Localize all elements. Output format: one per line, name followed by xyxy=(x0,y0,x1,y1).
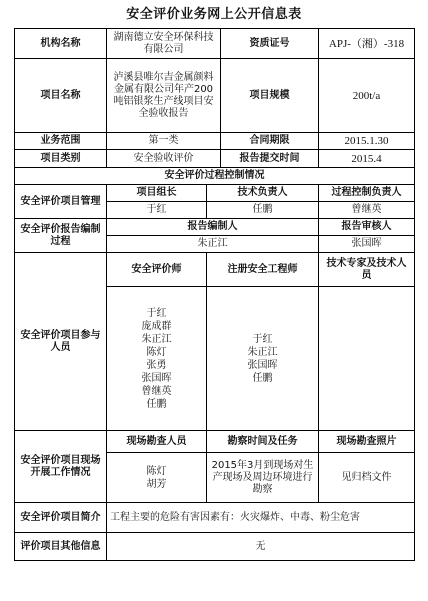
report-label: 安全评价报告编制过程 xyxy=(15,219,107,253)
engineer-name: 任鹏 xyxy=(252,372,273,384)
category-label: 项目类别 xyxy=(15,150,107,168)
org-value: 湖南德立安全环保科技有限公司 xyxy=(107,29,221,59)
reviewer-header: 报告审核人 xyxy=(319,219,415,236)
evaluator-name: 庞成群 xyxy=(141,320,172,332)
evaluator-name: 陈灯 xyxy=(146,346,167,358)
summary-value: 工程主要的危险有害因素有：火灾爆炸、中毒、粉尘危害 xyxy=(107,503,415,533)
summary-label: 安全评价项目简介 xyxy=(15,503,107,533)
author-header: 报告编制人 xyxy=(107,219,319,236)
control-header: 过程控制负责人 xyxy=(319,185,415,202)
process-section-title: 安全评价过程控制情况 xyxy=(15,168,415,185)
control-name: 曾继英 xyxy=(319,202,415,219)
site-photo-header: 现场勘查照片 xyxy=(319,431,415,453)
scope-value: 第一类 xyxy=(107,133,221,150)
evaluator-name: 任鹏 xyxy=(146,398,167,410)
evaluator-name: 张国晖 xyxy=(141,372,172,384)
project-label: 项目名称 xyxy=(15,59,107,133)
evaluator-header: 安全评价师 xyxy=(107,253,207,287)
submit-value: 2015.4 xyxy=(319,150,415,168)
author-name: 朱正江 xyxy=(107,236,319,253)
page-title: 安全评价业务网上公开信息表 xyxy=(126,7,302,22)
scope-label: 业务范围 xyxy=(15,133,107,150)
engineer-name: 于红 xyxy=(252,333,273,345)
site-person: 陈灯 xyxy=(146,465,167,477)
scale-value: 200t/a xyxy=(319,59,415,133)
tech-header: 技术负责人 xyxy=(207,185,319,202)
engineer-name: 朱正江 xyxy=(247,346,278,358)
other-label: 评价项目其他信息 xyxy=(15,533,107,561)
evaluator-name: 曾继英 xyxy=(141,385,172,397)
submit-label: 报告提交时间 xyxy=(221,150,319,168)
leader-header: 项目组长 xyxy=(107,185,207,202)
site-person: 胡芳 xyxy=(146,478,167,490)
info-table xyxy=(14,28,415,561)
site-label: 安全评价项目现场开展工作情况 xyxy=(15,431,107,503)
site-photos: 见归档文件 xyxy=(319,453,415,503)
staff-label: 安全评价项目参与人员 xyxy=(15,253,107,431)
evaluator-name: 于红 xyxy=(146,307,167,319)
contract-value: 2015.1.30 xyxy=(319,133,415,150)
expert-header: 技术专家及技术人员 xyxy=(319,253,415,287)
engineer-header: 注册安全工程师 xyxy=(207,253,319,287)
engineer-list xyxy=(207,287,319,431)
tech-name: 任鹏 xyxy=(207,202,319,219)
evaluator-list xyxy=(107,287,207,431)
evaluator-name: 朱正江 xyxy=(141,333,172,345)
engineer-name: 张国晖 xyxy=(247,359,278,371)
mgmt-label: 安全评价项目管理 xyxy=(15,185,107,219)
project-value: 泸溪县唯尔吉金属颜料金属有限公司年产200吨铝银浆生产线项目安全验收报告 xyxy=(107,59,221,133)
site-task: 2015年3月到现场对生产现场及周边环境进行勘察 xyxy=(207,453,319,503)
leader-name: 于红 xyxy=(107,202,207,219)
org-label: 机构名称 xyxy=(15,29,107,59)
evaluator-name: 张勇 xyxy=(146,359,167,371)
scale-label: 项目规模 xyxy=(221,59,319,133)
site-task-header: 勘察时间及任务 xyxy=(207,431,319,453)
expert-list xyxy=(319,287,415,431)
contract-label: 合同期限 xyxy=(221,133,319,150)
cert-value: APJ-（湘）-318 xyxy=(319,29,415,59)
category-value: 安全验收评价 xyxy=(107,150,221,168)
reviewer-name: 张国晖 xyxy=(319,236,415,253)
site-people-header: 现场勘查人员 xyxy=(107,431,207,453)
other-value: 无 xyxy=(107,533,415,561)
cert-label: 资质证号 xyxy=(221,29,319,59)
site-people-list xyxy=(107,453,207,503)
